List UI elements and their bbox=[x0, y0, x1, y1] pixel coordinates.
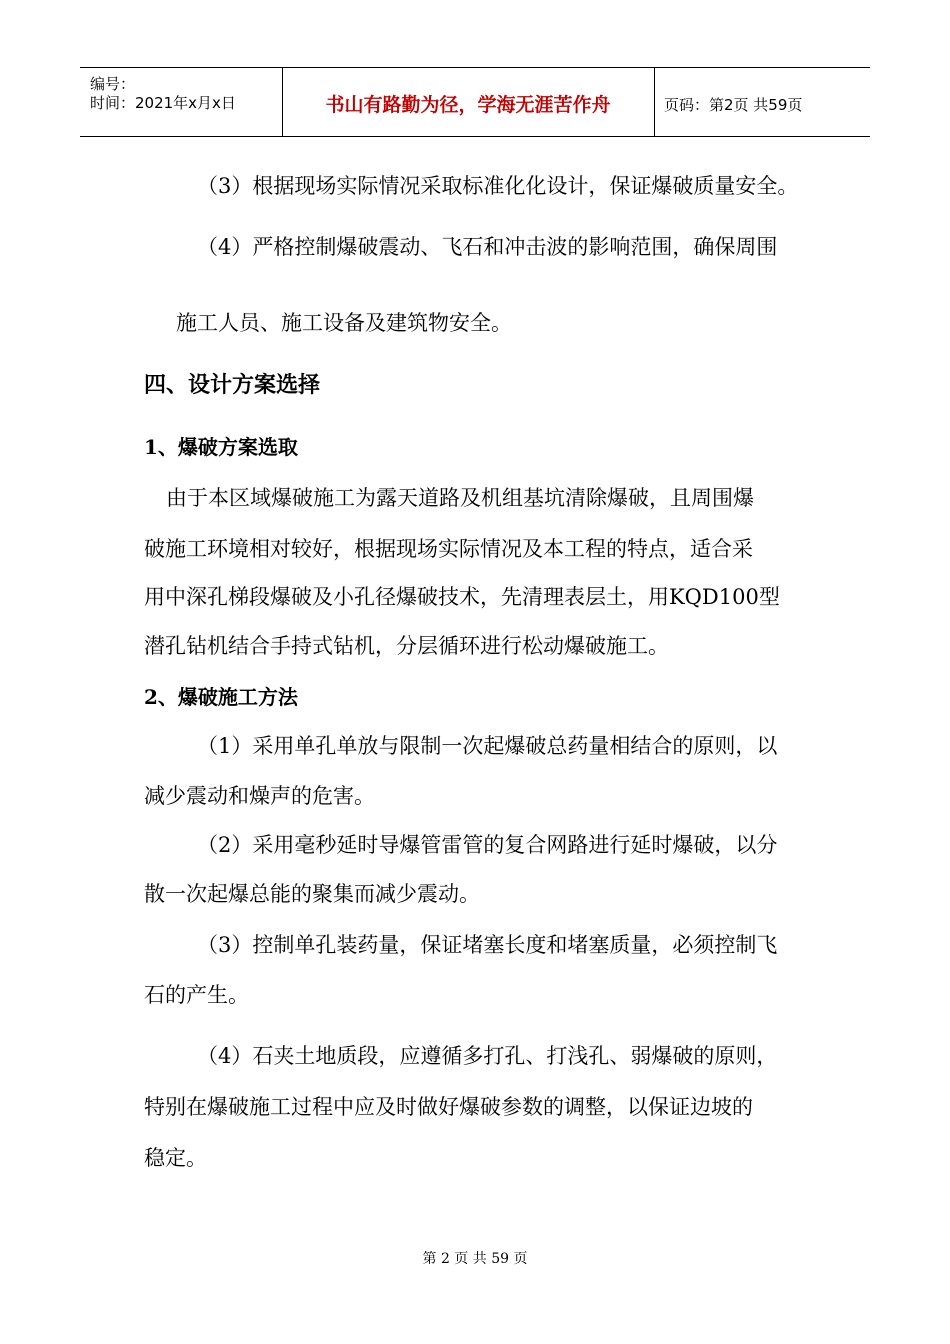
paragraph-line: （2）采用毫秒延时导爆管雷管的复合网路进行延时爆破，以分 bbox=[197, 833, 778, 857]
paragraph-line: 施工人员、施工设备及建筑物安全。 bbox=[176, 311, 512, 335]
page-footer: 第 2 页 共 59 页 bbox=[422, 1251, 528, 1267]
paragraph-line: （3）控制单孔装药量，保证堵塞长度和堵塞质量，必须控制飞 bbox=[197, 933, 778, 957]
header-page-cell bbox=[654, 68, 870, 136]
paragraph-line: 石的产生。 bbox=[144, 983, 249, 1007]
paragraph-line: 用中深孔梯段爆破及小孔径爆破技术，先清理表层土，用KQD100型 bbox=[144, 585, 780, 609]
paragraph-line: 减少震动和燥声的危害。 bbox=[144, 784, 375, 808]
header-page-info: 页码：第2页 共59页 bbox=[664, 96, 803, 114]
paragraph-line: 稳定。 bbox=[144, 1146, 207, 1170]
paragraph-line: 散一次起爆总能的聚集而减少震动。 bbox=[144, 882, 480, 906]
paragraph-line: 由于本区域爆破施工为露天道路及机组基坑清除爆破，且周围爆 bbox=[166, 486, 754, 510]
paragraph-line: （4）石夹土地质段，应遵循多打孔、打浅孔、弱爆破的原则， bbox=[197, 1044, 778, 1068]
paragraph-line: 特别在爆破施工过程中应及时做好爆破参数的调整，以保证边坡的 bbox=[144, 1095, 753, 1119]
document-time-label: 时间：2021年x月x日 bbox=[90, 94, 236, 112]
header-meta-cell bbox=[80, 68, 283, 136]
paragraph-line: （4）严格控制爆破震动、飞石和冲击波的影响范围，确保周围 bbox=[197, 235, 778, 259]
subsection-heading: 2、爆破施工方法 bbox=[144, 685, 298, 709]
paragraph-line: 破施工环境相对较好，根据现场实际情况及本工程的特点，适合采 bbox=[144, 537, 753, 561]
paragraph-line: （3）根据现场实际情况采取标准化化设计，保证爆破质量安全。 bbox=[197, 174, 799, 198]
paragraph-line: 潜孔钻机结合手持式钻机，分层循环进行松动爆破施工。 bbox=[144, 634, 669, 658]
header-motto: 书山有路勤为径，学海无涯苦作舟 bbox=[325, 94, 611, 116]
section-heading: 四、设计方案选择 bbox=[144, 372, 321, 398]
header-motto-cell bbox=[282, 68, 655, 136]
subsection-heading: 1、爆破方案选取 bbox=[144, 435, 298, 459]
document-header bbox=[80, 67, 870, 137]
paragraph-line: （1）采用单孔单放与限制一次起爆破总药量相结合的原则，以 bbox=[197, 734, 778, 758]
document-number-label: 编号： bbox=[90, 75, 136, 93]
